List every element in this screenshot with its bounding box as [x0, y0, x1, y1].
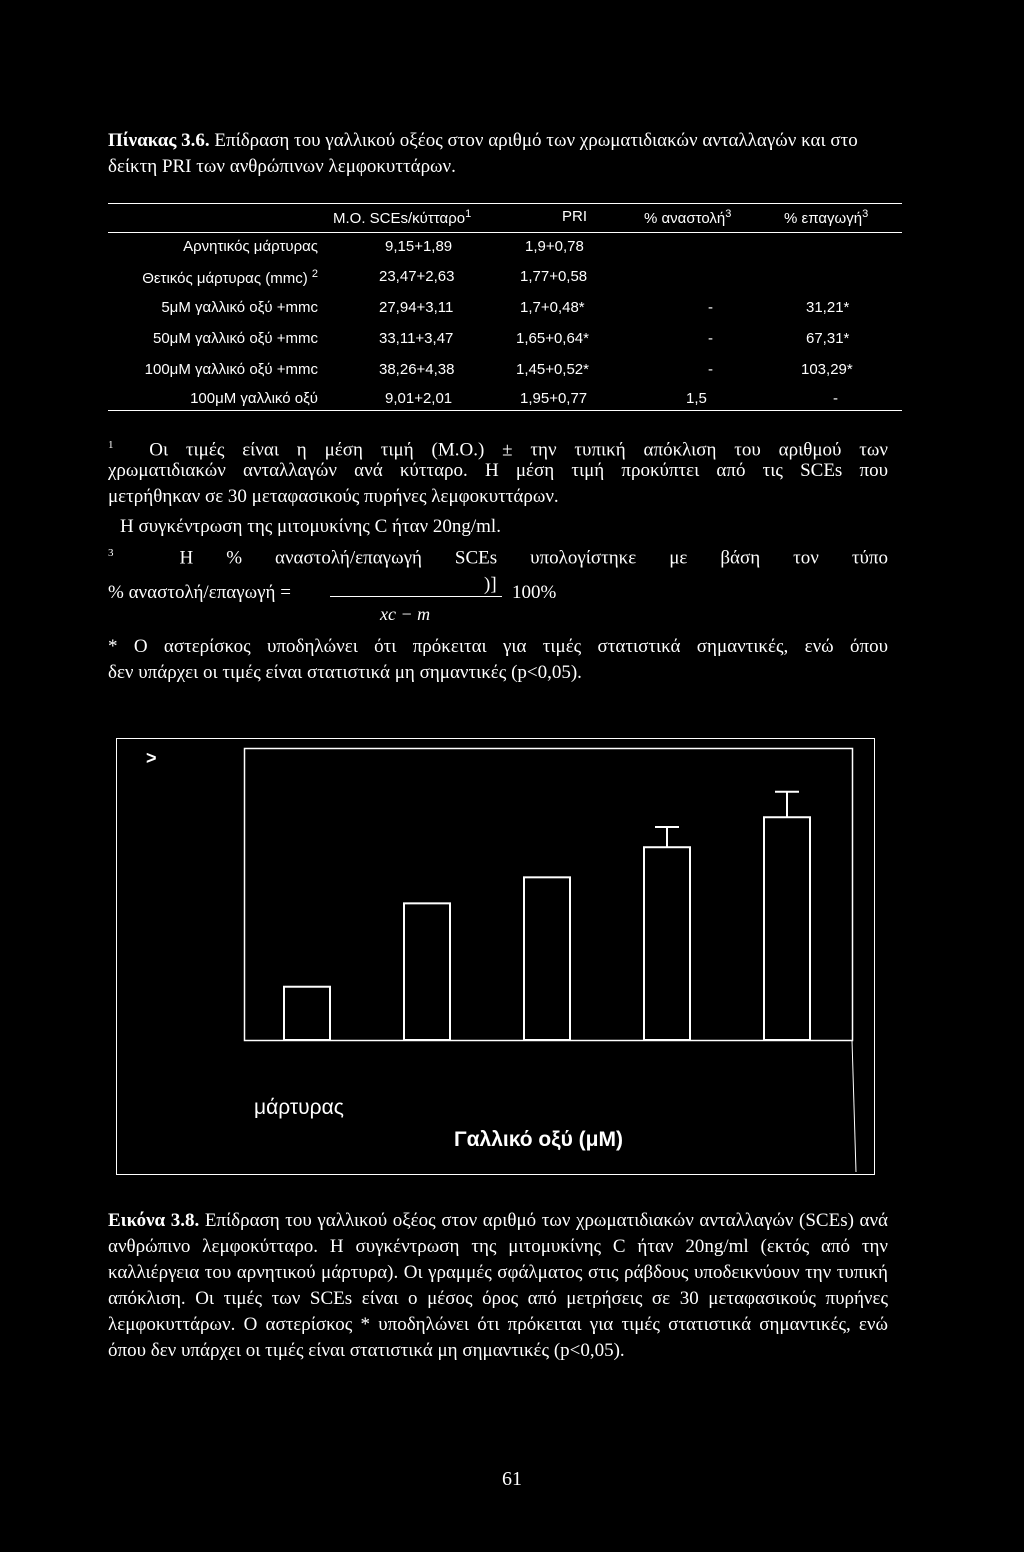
formula-tail: 100% — [512, 582, 557, 603]
row-pri: 1,45+0,52* — [516, 361, 589, 378]
row-induction: 103,29* — [801, 361, 853, 378]
row-label: 5μΜ γαλλικό οξύ +mmc — [161, 299, 318, 316]
row-induction: 31,21* — [806, 299, 850, 316]
bar — [524, 877, 570, 1040]
row-label: 50μΜ γαλλικό οξύ +mmc — [153, 330, 318, 347]
note-2: Η συγκέντρωση της μιτομυκίνης C ήταν 20ng/ml. — [120, 516, 501, 537]
header-inhibition: % αναστολή$^3$ — [644, 208, 732, 227]
row-label: 100μΜ γαλλικό οξύ — [190, 390, 318, 407]
figure-caption-label: Εικόνα 3.8. — [108, 1210, 200, 1231]
figure-caption — [108, 1208, 888, 1364]
table-caption-text: Επίδραση του γαλλικού οξέος στον αριθμό των χρωματιδιακών ανταλλαγών και στο δείκτη PRI των ανθρώπινων λεμφοκυττάρων. — [108, 130, 858, 177]
row-sces: 33,11+3,47 — [379, 330, 454, 347]
row-pri: 1,65+0,64* — [516, 330, 589, 347]
table-header-rule — [108, 232, 902, 233]
group-label-control: μάρτυρας — [254, 1096, 344, 1119]
row-pri: 1,77+0,58 — [520, 268, 588, 285]
page-number: 61 — [502, 1468, 522, 1490]
table-top-rule — [108, 203, 902, 204]
note-1-line-3: μετρήθηκαν σε 30 μεταφασικούς πυρήνες λεμφοκυττάρων. — [108, 486, 559, 507]
sces-bar-chart — [116, 738, 878, 1178]
asterisk-note-line-1: * Ο αστερίσκος υποδηλώνει ότι πρόκειται για τιμές στατιστικά σημαντικές, ενώ όπου — [108, 636, 888, 657]
row-pri: 1,95+0,77 — [520, 390, 588, 407]
row-label: Θετικός μάρτυρας (mmc) $^2$ — [142, 268, 318, 287]
row-sces: 9,01+2,01 — [385, 390, 453, 407]
plot-area-edge — [852, 1040, 856, 1172]
table-caption-label: Πίνακας 3.6. — [108, 130, 210, 151]
row-sces: 9,15+1,89 — [385, 238, 453, 255]
asterisk-note-line-2: δεν υπάρχει οι τιμές είναι στατιστικά μη σημαντικές (p<0,05). — [108, 662, 582, 683]
row-inhibition: - — [708, 330, 713, 347]
row-label: 100μΜ γαλλικό οξύ +mmc — [144, 361, 318, 378]
header-sces: Μ.Ο. SCEs/κύτταρο$^1$ — [333, 208, 472, 227]
group-label-gallic-acid: Γαλλικό οξύ (μΜ) — [454, 1128, 623, 1151]
row-inhibition: 1,5 — [686, 390, 707, 407]
formula-fraction-bar — [330, 596, 502, 597]
row-pri: 1,9+0,78 — [525, 238, 584, 255]
row-inhibition: - — [708, 299, 713, 316]
row-pri: 1,7+0,48* — [520, 299, 585, 316]
row-label: Αρνητικός μάρτυρας — [183, 238, 318, 255]
header-pri: PRI — [562, 208, 588, 225]
chart-top-label: > — [146, 748, 157, 768]
bar — [284, 987, 330, 1040]
formula-lhs: % αναστολή/επαγωγή = — [108, 582, 291, 603]
header-induction: % επαγωγή$^3$ — [784, 208, 869, 227]
bar — [404, 903, 450, 1040]
row-induction: 67,31* — [806, 330, 850, 347]
chart-frame — [117, 739, 875, 1175]
note-3: $^3$ Η % αναστολή/επαγωγή SCEs υπολογίστηκε με βάση τον τύπο — [108, 547, 888, 569]
row-sces: 23,47+2,63 — [379, 268, 455, 285]
figure-caption-text: Επίδραση του γαλλικού οξέος στον αριθμό των χρωματιδιακών ανταλλαγών (SCEs) ανά ανθρώπινο λεμφοκύτταρο. Η συγκέντρωση της μιτομυκίνης C ήταν 20ng/ml (εκτός από την καλλιέργεια του αρνητικού μάρτυρα). Οι γραμμές σφάλματος στις ράβδους υποδεικνύουν την τυπική απόκλιση. Οι τιμές των SCEs είναι ο μέσος όρος από μετρήσεις σε 30 μεταφασικούς πυρήνες λεμφοκυττάρων. Ο αστερίσκος * υποδηλώνει ότι πρόκειται για τιμές στατιστικά σημαντικές, ενώ όπου δεν υπάρχει οι τιμές είναι στατιστικά μη σημαντικές (p<0,05). — [108, 1210, 888, 1361]
row-inhibition: - — [708, 361, 713, 378]
note-1-line-1: $^1$ Οι τιμές είναι η μέση τιμή (Μ.Ο.) ± την τυπική απόκλιση του αριθμού των — [108, 439, 889, 461]
formula-numerator: )] — [484, 574, 497, 595]
bars — [284, 792, 810, 1040]
row-sces: 38,26+4,38 — [379, 361, 455, 378]
row-induction: - — [833, 390, 838, 407]
bar — [764, 817, 810, 1040]
formula-denominator: xc − m — [380, 604, 431, 624]
note-1-line-2: χρωματιδιακών ανταλλαγών ανά κύτταρο. Η μέση τιμή προκύπτει από τις SCEs που — [108, 460, 888, 481]
table-caption — [108, 128, 888, 180]
bar — [644, 847, 690, 1040]
table-bottom-rule — [108, 410, 902, 411]
row-sces: 27,94+3,11 — [379, 299, 454, 316]
